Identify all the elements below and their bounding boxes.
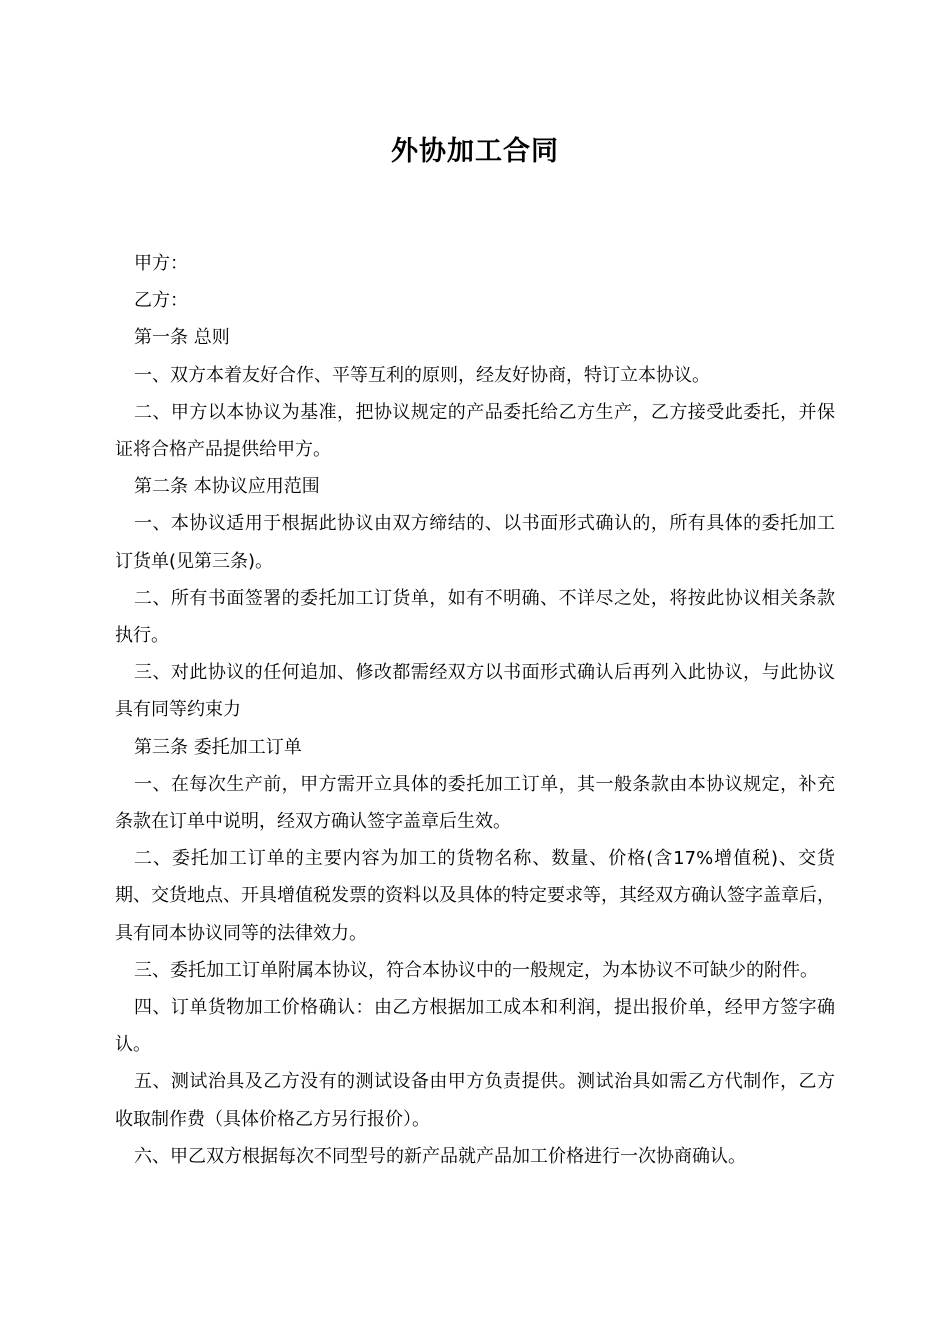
article-2-heading: 第二条 本协议应用范围 [134,476,320,498]
party-a-line: 甲方： [134,253,188,274]
article-3-heading: 第三条 委托加工订单 [134,736,302,758]
article-2-clause-3: 三、对此协议的任何追加、修改都需经双方以书面形式确认后再列入此协议，与此协议具有同等约束力 [115,662,835,721]
article-3-clause-1: 一、在每次生产前，甲方需开立具体的委托加工订单，其一般条款由本协议规定，补充条款在订单中说明，经双方确认签字盖章后生效。 [115,773,835,833]
article-3-clause-4: 四、订单货物加工价格确认：由乙方根据加工成本和利润，提出报价单，经甲方签字确认。 [115,997,835,1056]
party-b-line: 乙方： [134,290,188,312]
article-3-clause-5: 五、测试治具及乙方没有的测试设备由甲方负责提供。测试治具如需乙方代制作，乙方收取制作费（具体价格乙方另行报价）。 [115,1071,835,1130]
article-3-clause-2: 二、委托加工订单的主要内容为加工的货物名称、数量、价格(含17%增值税)、交货期、交货地点、开具增值税发票的资料以及具体的特定要求等，其经双方确认签字盖章后，具有同本协议同等的法律效力。 [115,848,835,944]
article-2-clause-1: 一、本协议适用于根据此协议由双方缔结的、以书面形式确认的，所有具体的委托加工订货单(见第三条)。 [115,513,835,572]
article-3-clause-3: 三、委托加工订单附属本协议，符合本协议中的一般规定，为本协议不可缺少的附件。 [134,959,818,981]
document-body [115,245,835,1175]
article-1-clause-2: 二、甲方以本协议为基准，把协议规定的产品委托给乙方生产，乙方接受此委托，并保证将合格产品提供给甲方。 [115,401,835,461]
article-1-heading: 第一条 总则 [134,327,230,349]
article-1-clause-1: 一、双方本着友好合作、平等互利的原则，经友好协商，特订立本协议。 [134,364,710,386]
article-3-clause-6: 六、甲乙双方根据每次不同型号的新产品就产品加工价格进行一次协商确认。 [134,1145,746,1167]
article-2-clause-2: 二、所有书面签署的委托加工订货单，如有不明确、不详尽之处，将按此协议相关条款执行。 [115,587,835,647]
document-title: 外协加工合同 [391,136,559,167]
